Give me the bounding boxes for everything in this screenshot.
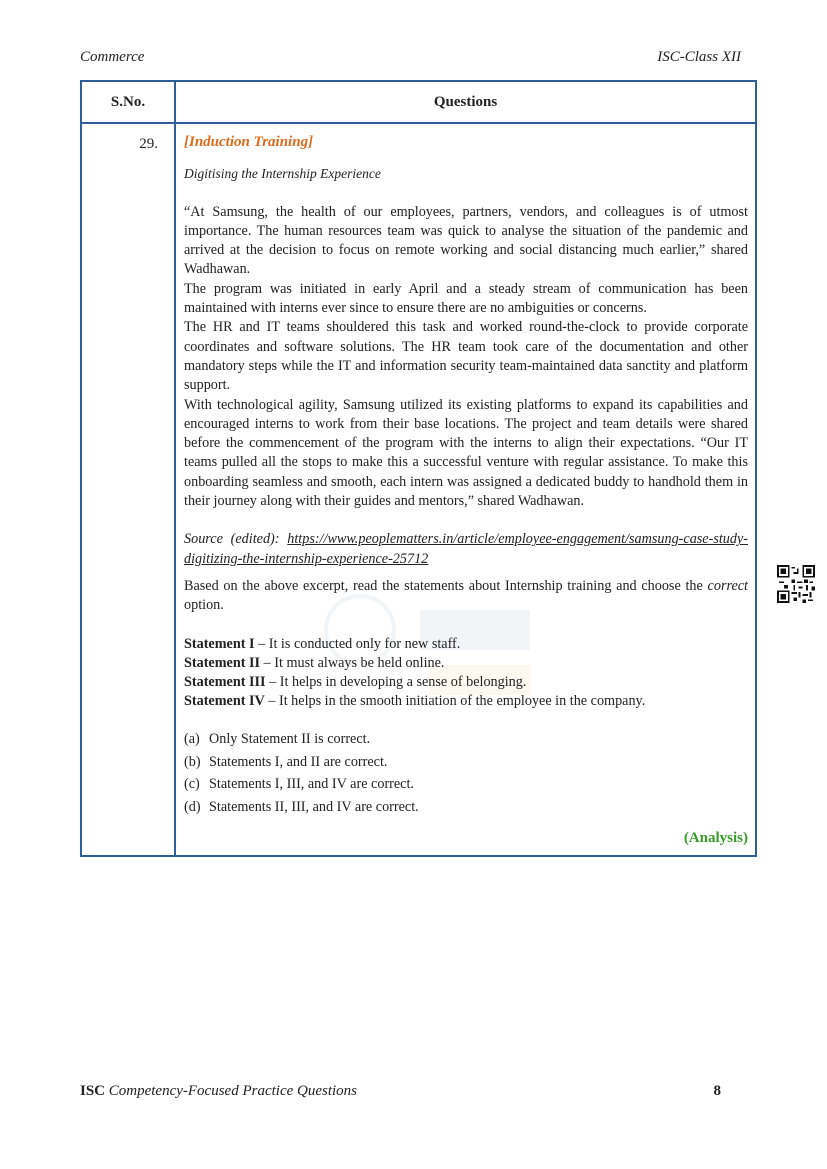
statement-label: Statement IV (184, 693, 265, 710)
header-class: ISC-Class XII (657, 49, 741, 65)
statement-text: – It must always be held online. (260, 654, 445, 671)
footer-brand: ISC (80, 1083, 106, 1099)
statements-list (184, 635, 748, 712)
intro-text: Based on the above excerpt, read the statements about Internship training and choose the (184, 577, 708, 594)
question-intro (184, 577, 748, 616)
passage-paragraph: The HR and IT teams shouldered this task and worked round-the-clock to provide corporate coordinates and software solutions. The HR team took care of the documentation and other mandatory steps while the IT and information security team-maintained data sanctity and platform support. (184, 319, 748, 394)
question-subtitle: Digitising the Internship Experience (184, 166, 381, 182)
question-tag: [Induction Training] (184, 134, 314, 150)
statement-text: – It helps in developing a sense of belonging. (265, 674, 527, 691)
statement-item (184, 635, 748, 654)
statement-text: – It is conducted only for new staff. (254, 635, 461, 652)
passage (184, 203, 748, 512)
statement-label: Statement II (184, 654, 261, 671)
cognitive-level: (Analysis) (683, 830, 748, 847)
statement-item (184, 654, 748, 673)
source-label: Source (edited): (184, 531, 280, 548)
source-citation (184, 530, 748, 569)
question-cell (175, 123, 756, 856)
option-item (184, 730, 748, 749)
option-text: Statements II, III, and IV are correct. (209, 799, 419, 816)
intro-emphasis: correct (707, 577, 748, 594)
question-number: 29. (81, 123, 175, 856)
statement-label: Statement III (184, 674, 266, 691)
col-questions-header: Questions (175, 81, 756, 123)
intro-text-end: option. (184, 597, 224, 614)
footer-title-text: Competency-Focused Practice Questions (105, 1083, 358, 1099)
passage-paragraph: With technological agility, Samsung utilized its existing platforms to expand its capabilities and encouraged interns to work from their base locations. The project and team details were shared before the commencement of the program with the interns to align their expectations. “Our IT teams pulled all the stops to make this a successful venture with regular assistance. To make this onboarding seamless and smooth, each intern was assigned a dedicated buddy to handhold them in their journey along with their guides and mentors,” shared Wadhawan. (184, 396, 748, 510)
option-letter: (c) (184, 776, 200, 793)
source-link[interactable]: https://www.peoplematters.in/article/employee-engagement/samsung-case-study-digitizing-the-internship-experience-25712 (184, 531, 748, 567)
qr-code-icon[interactable] (777, 565, 815, 603)
option-letter: (b) (184, 753, 201, 770)
footer-title (80, 1083, 357, 1100)
option-text: Only Statement II is correct. (209, 730, 371, 747)
options-list (184, 730, 748, 818)
col-sno-header: S.No. (81, 81, 175, 123)
header-subject: Commerce (80, 49, 145, 65)
statement-label: Statement I (184, 635, 255, 652)
statement-item (184, 673, 748, 692)
option-text: Statements I, III, and IV are correct. (209, 776, 414, 793)
passage-paragraph: “At Samsung, the health of our employees, partners, vendors, and colleagues is of utmost importance. The human resources team was quick to analyse the situation of the pandemic and arrived at the decision to focus on remote working and social distancing much earlier,” shared Wadhawan. (184, 203, 748, 278)
option-item (184, 798, 748, 817)
table-row (81, 123, 756, 856)
option-item (184, 775, 748, 794)
page-number: 8 (713, 1083, 721, 1099)
statement-text: – It helps in the smooth initiation of the employee in the company. (264, 693, 646, 710)
option-letter: (a) (184, 730, 200, 747)
option-text: Statements I, and II are correct. (209, 753, 388, 770)
table-header-row (81, 81, 756, 123)
option-item (184, 753, 748, 772)
statement-item (184, 692, 748, 711)
passage-paragraph: The program was initiated in early April and a steady stream of communication has been maintained with interns ever since to ensure there are no ambiguities or concerns. (184, 280, 748, 317)
option-letter: (d) (184, 799, 201, 816)
questions-table (80, 80, 757, 857)
